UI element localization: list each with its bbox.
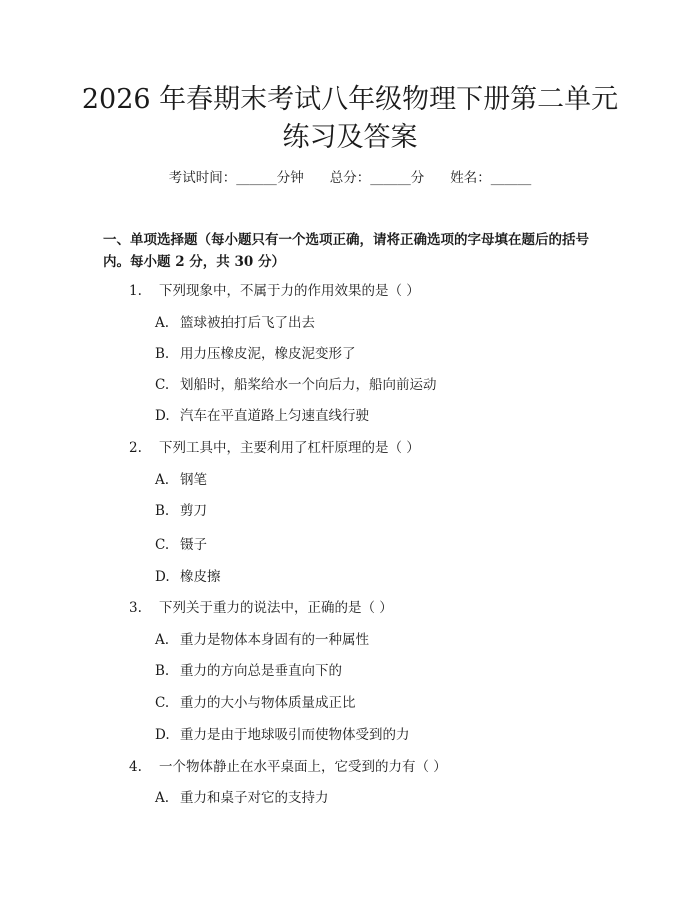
question-2-option-d [155, 567, 605, 587]
total-score-field: 总分：______分 [329, 170, 425, 186]
question-4 [129, 757, 609, 777]
option-text: 重力是物体本身固有的一种属性 [180, 632, 369, 648]
question-2 [129, 438, 609, 458]
option-letter: D. [155, 408, 170, 424]
question-1-option-c [155, 375, 605, 395]
option-letter: A. [155, 315, 170, 331]
exam-time-field: 考试时间：______分钟 [168, 170, 304, 186]
question-3-option-d [155, 725, 605, 745]
option-text: 重力和桌子对它的支持力 [180, 790, 329, 806]
option-letter: B. [155, 503, 170, 519]
question-number: 2. [129, 440, 142, 456]
question-3-option-c [155, 693, 605, 713]
option-text: 汽车在平直道路上匀速直线行驶 [180, 408, 369, 424]
option-text: 重力的大小与物体质量成正比 [180, 695, 356, 711]
option-text: 钢笔 [180, 472, 207, 488]
question-stem: 下列工具中，主要利用了杠杆原理的是（ ） [159, 440, 420, 456]
question-1-option-b [155, 344, 605, 364]
question-number: 1. [129, 283, 142, 299]
question-stem: 下列现象中，不属于力的作用效果的是（ ） [159, 283, 420, 299]
question-2-option-c [155, 535, 605, 555]
option-text: 重力的方向总是垂直向下的 [180, 663, 342, 679]
option-letter: A. [155, 790, 170, 806]
question-4-option-a [155, 788, 605, 808]
option-letter: A. [155, 632, 170, 648]
option-letter: C. [155, 377, 170, 393]
page-title-line-1: 2026 年春期末考试八年级物理下册第二单元 [81, 84, 619, 115]
question-1-option-a [155, 313, 605, 333]
option-text: 镊子 [180, 537, 207, 553]
option-text: 剪刀 [180, 503, 207, 519]
option-letter: C. [155, 695, 170, 711]
option-letter: C. [155, 537, 170, 553]
question-stem: 一个物体静止在水平桌面上，它受到的力有（ ） [159, 759, 447, 775]
option-text: 划船时，船桨给水一个向后力，船向前运动 [180, 377, 437, 393]
option-text: 用力压橡皮泥，橡皮泥变形了 [180, 346, 356, 362]
option-text: 橡皮擦 [180, 569, 221, 585]
option-letter: D. [155, 569, 170, 585]
question-number: 4. [129, 759, 142, 775]
option-text: 重力是由于地球吸引而使物体受到的力 [180, 727, 410, 743]
page-title-line-2: 练习及答案 [282, 122, 418, 153]
question-1-option-d [155, 406, 605, 426]
exam-info-row [0, 168, 700, 188]
question-1 [129, 281, 609, 301]
question-2-option-a [155, 470, 605, 490]
question-3 [129, 598, 609, 618]
section-heading-single-choice: 一、单项选择题（每小题只有一个选项正确，请将正确选项的字母填在题后的括号内。每小题 2 分，共 30 分） [103, 232, 589, 270]
option-text: 篮球被拍打后飞了出去 [180, 315, 315, 331]
question-3-option-b [155, 661, 605, 681]
option-letter: B. [155, 346, 170, 362]
question-stem: 下列关于重力的说法中，正确的是（ ） [159, 600, 393, 616]
option-letter: A. [155, 472, 170, 488]
option-letter: D. [155, 727, 170, 743]
option-letter: B. [155, 663, 170, 679]
name-field: 姓名：______ [450, 170, 532, 186]
question-3-option-a [155, 630, 605, 650]
question-2-option-b [155, 501, 605, 521]
question-number: 3. [129, 600, 142, 616]
